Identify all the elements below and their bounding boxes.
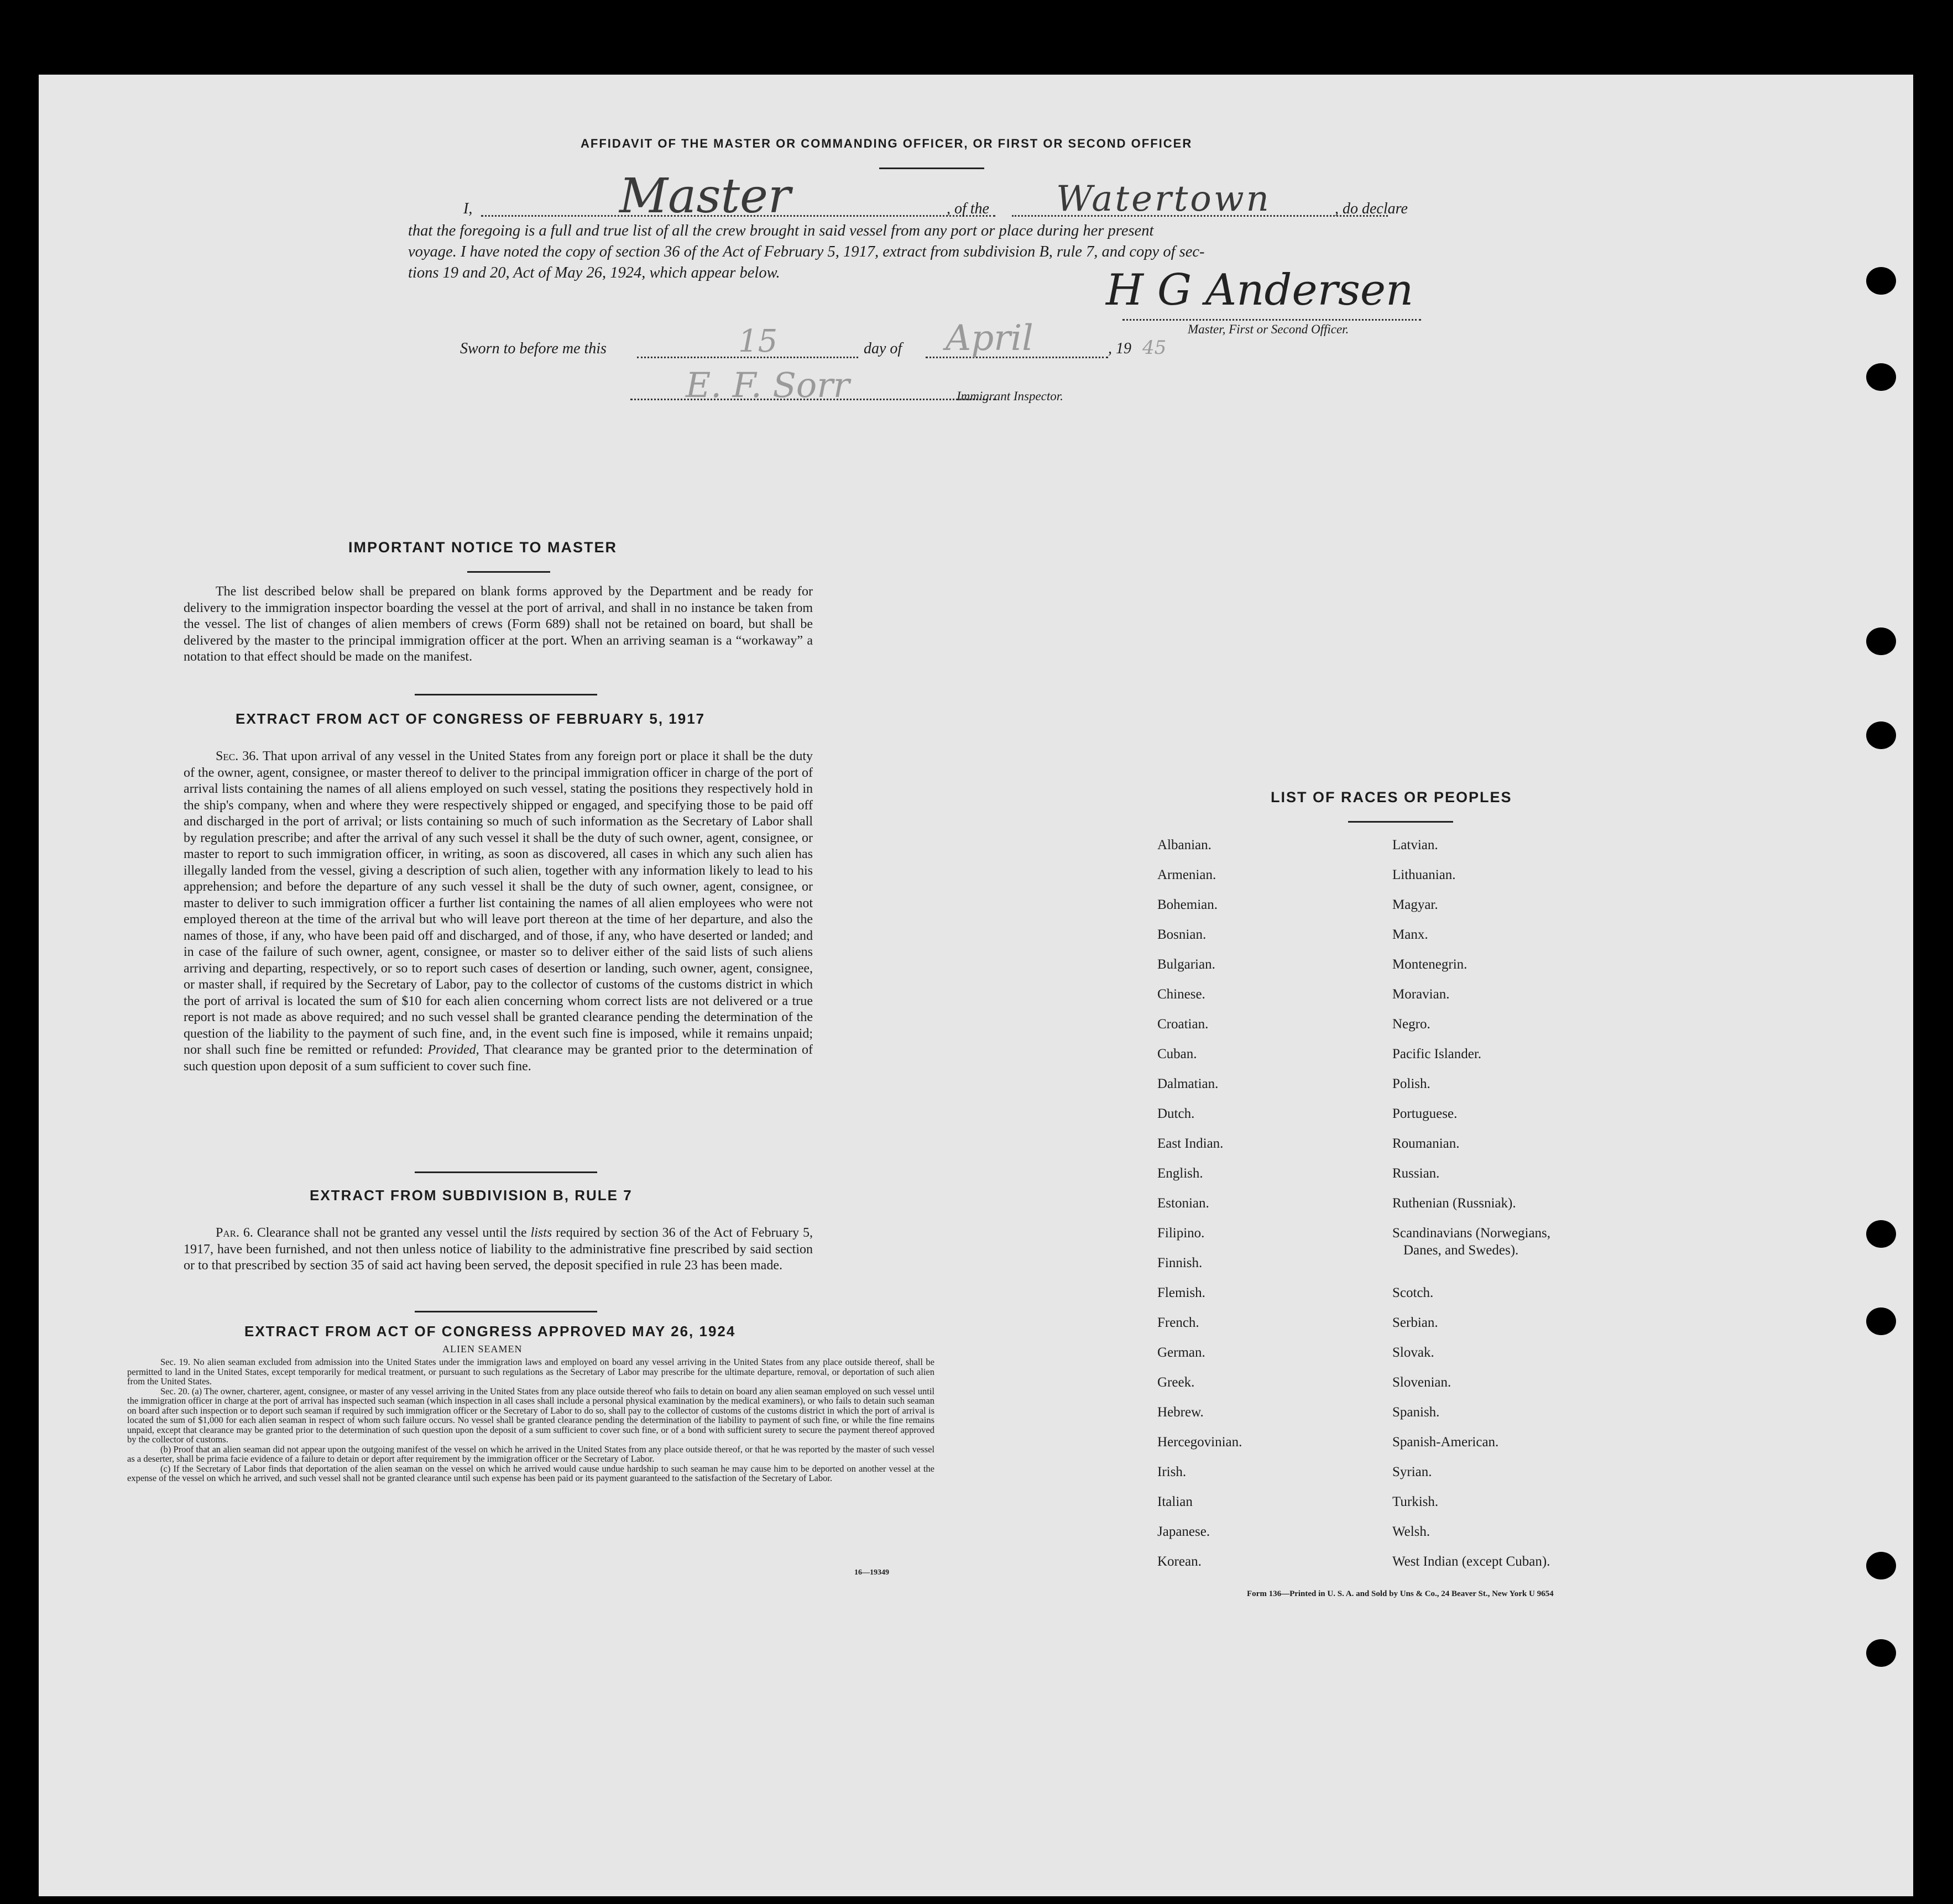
notice-divider xyxy=(415,694,597,695)
form-code: 16—19349 xyxy=(854,1568,889,1577)
race-item: Slovak. xyxy=(1392,1345,1434,1360)
affidavit-body-line-2: voyage. I have noted the copy of section 36 of the Act of February 5, 1917, extract from subdivision B, rule 7, and copy of sec- xyxy=(408,243,1205,260)
race-item: Bosnian. xyxy=(1157,927,1207,942)
title-rule xyxy=(879,168,984,169)
race-item: Dalmatian. xyxy=(1157,1076,1219,1091)
vessel-name-handwritten: Watertown xyxy=(1056,179,1271,219)
sec20a-text: Sec. 20. (a) The owner, charterer, agent, consignee, or master of any vessel arriving in the United States from any place outside thereof who fails to detain on board any alien seaman employed on such vessel until the immigration officer in charge at the port of arrival has inspected such seaman (which inspection in all cases shall include a personal physical examination by the medical examiners), or who fails to detain such seaman on board after such inspection or to deport such seaman if required by such immigration officer or the Secretary of Labor to do so, shall pay to the collector of customs of the customs district in which the port of arrival is located the sum of $1,000 for each alien seaman in respect of whom such failure occurs. No vessel shall be granted clearance pending the determination of the liability to payment of such fine, or while the fine remains unpaid, except that clearance may be granted prior to the determination of such question upon the deposit of a sum sufficient to cover such fine, or of a bond with sufficient surety to secure the payment thereof approved by the collector of customs. xyxy=(127,1385,934,1445)
document-page xyxy=(39,75,1913,1896)
race-item: Bulgarian. xyxy=(1157,957,1215,972)
race-item: Lithuanian. xyxy=(1392,867,1456,882)
extract-1917-provided: Provided, xyxy=(427,1043,479,1057)
race-item: Roumanian. xyxy=(1392,1136,1460,1151)
master-signature: H G Andersen xyxy=(1106,265,1414,315)
race-item: Moravian. xyxy=(1392,987,1450,1002)
race-item: Irish. xyxy=(1157,1464,1187,1479)
rule7-par: Par. 6. xyxy=(216,1226,253,1240)
race-item: Manx. xyxy=(1392,927,1428,942)
extract-1917-divider xyxy=(415,1171,597,1173)
year-label: , 19 xyxy=(1108,340,1131,357)
sworn-day-handwritten: 15 xyxy=(738,323,778,359)
race-item: English. xyxy=(1157,1166,1203,1181)
sworn-month-handwritten: April xyxy=(946,318,1033,359)
race-item: Magyar. xyxy=(1392,897,1438,912)
race-item: Pacific Islander. xyxy=(1392,1047,1482,1061)
rule7-body: Clearance shall not be granted any vessel until the xyxy=(257,1226,527,1240)
punch-hole xyxy=(1866,721,1896,749)
race-item: West Indian (except Cuban). xyxy=(1392,1554,1550,1569)
notice-title: IMPORTANT NOTICE TO MASTER xyxy=(348,539,617,556)
sec20b-text: (b) Proof that an alien seaman did not appear upon the outgoing manifest of the vessel on which he arrived in the United States from any place outside thereof, or that he was reported by the master of such vessel as a deserter, shall be prima facie evidence of a failure to detain or deport after requirement by the immigration officer or the Secretary of Labor. xyxy=(127,1443,934,1464)
race-item: Danes, and Swedes). xyxy=(1403,1243,1519,1258)
race-item: Estonian. xyxy=(1157,1196,1209,1211)
punch-hole xyxy=(1866,627,1896,655)
race-item: Scandinavians (Norwegians, xyxy=(1392,1226,1551,1241)
day-of-label: day of xyxy=(864,340,902,357)
rule7-body-end: required by section 36 of the Act of February 5, 1917, have been furnished, and not then unless notice of liability to the administrative fine prescribed by said section or to that prescribed by section 35 of said act having been served, the deposit specified in rule 23 has been made. xyxy=(184,1226,813,1273)
extract-1917-title: EXTRACT FROM ACT OF CONGRESS OF FEBRUARY 5, 1917 xyxy=(236,710,706,727)
signature-line xyxy=(1122,319,1421,321)
race-item: Bohemian. xyxy=(1157,897,1218,912)
race-item: Flemish. xyxy=(1157,1285,1205,1300)
race-item: Ruthenian (Russniak). xyxy=(1392,1196,1516,1211)
race-item: Albanian. xyxy=(1157,838,1212,852)
do-declare-label: , do declare xyxy=(1335,200,1408,217)
extract-1924-subtitle: ALIEN SEAMEN xyxy=(442,1343,523,1354)
race-item: Portuguese. xyxy=(1392,1106,1458,1121)
punch-hole xyxy=(1866,1552,1896,1579)
affidavit-body-line-3: tions 19 and 20, Act of May 26, 1924, which appear below. xyxy=(408,264,780,281)
extract-1917-body: That upon arrival of any vessel in the United States from any foreign port or place it shall be the duty of the owner, agent, consignee, or master thereof to deliver to the principal immigration officer in charge of the port of arrival lists containing the names of all aliens employed on such vessel, stating the positions they respectively hold in the ship's company, when and where they were respectively shipped or engaged, and specifying those to be paid off and discharged in the port of arrival; or lists containing so much of such information as the Secretary of Labor shall by regulation prescribe; and after the arrival of any such vessel it shall be the duty of such owner, agent, consignee, or master to report to such immigration officer, in writing, as soon as discovered, all cases in which any such alien has illegally landed from the vessel, giving a description of such alien, together with any information likely to lead to his apprehension; and before the departure of any such vessel it shall be the duty of such owner, agent, consignee, or master to deliver to such immigration officer a further list containing the names of all alien employees who were not employed thereon at the time of the arrival but who will leave port thereon at the time of her departure, and also the names of those, if any, who have been paid off and discharged, and of those, if any, who have deserted or landed; and in case of the failure of such owner, agent, consignee, or master so to deliver either of the said lists of such aliens arriving and departing, respectively, or so to report such cases of desertion or landing, such owner, agent, consignee, or master shall, if required by the Secretary of Labor, pay to the collector of customs of the customs district in which the port of arrival is located the sum of $10 for each alien concerning whom correct lists are not delivered or a true report is not made as above required; and no such vessel shall be granted clearance pending the determination of the question of the liability to the payment of such fine, and, in the event such fine is imposed, while it remains unpaid; nor shall such fine be remitted or refunded: xyxy=(184,749,813,1057)
master-name-handwritten: Master xyxy=(619,169,791,224)
signature-caption: Master, First or Second Officer. xyxy=(1188,322,1349,336)
race-item: Greek. xyxy=(1157,1375,1195,1390)
printer-footer: Form 136—Printed in U. S. A. and Sold by Uns & Co., 24 Beaver St., New York U 9654 xyxy=(1247,1589,1554,1598)
race-item: Italian xyxy=(1157,1494,1193,1509)
punch-hole xyxy=(1866,1639,1896,1667)
race-item: Spanish. xyxy=(1392,1405,1440,1420)
notice-text: The list described below shall be prepared on blank forms approved by the Department and be ready for delivery to the immigration inspector boarding the vessel at the port of arrival, and shall in no instance be taken from the vessel. The list of changes of alien members of crews (Form 689) shall not be retained on board, but shall be delivered by the master to the principal immigration officer at the port. When an arriving seaman is a “workaway” a notation to that effect should be made on the manifest. xyxy=(184,584,813,664)
race-item: Serbian. xyxy=(1392,1315,1438,1330)
inspector-caption: Immigrant Inspector. xyxy=(957,389,1063,403)
race-item: Cuban. xyxy=(1157,1047,1197,1061)
race-item: East Indian. xyxy=(1157,1136,1224,1151)
race-item: Finnish. xyxy=(1157,1256,1203,1270)
race-item: Armenian. xyxy=(1157,867,1216,882)
race-item: Welsh. xyxy=(1392,1524,1430,1539)
race-item: Slovenian. xyxy=(1392,1375,1451,1390)
of-the-label: , of the xyxy=(947,200,989,217)
race-item: Croatian. xyxy=(1157,1017,1209,1032)
affidavit-i-label: I, xyxy=(463,200,473,217)
race-item: Chinese. xyxy=(1157,987,1205,1002)
sec20c-text: (c) If the Secretary of Labor finds that deportation of the alien seaman on the vessel on which he arrived would cause undue hardship to such seaman he may cause him to be deported on another vessel at the expense of the vessel on which he arrived, and such vessel shall not be granted clearance until such expense has been paid or its payment guaranteed to the satisfaction of the Secretary of Labor. xyxy=(127,1463,934,1483)
affidavit-title: AFFIDAVIT OF THE MASTER OR COMMANDING OFFICER, OR FIRST OR SECOND OFFICER xyxy=(581,137,1193,150)
punch-hole xyxy=(1866,1307,1896,1335)
sworn-label: Sworn to before me this xyxy=(460,340,607,357)
race-item: Korean. xyxy=(1157,1554,1202,1569)
race-item: Japanese. xyxy=(1157,1524,1210,1539)
punch-hole xyxy=(1866,267,1896,295)
rule7-lists: lists xyxy=(530,1226,552,1240)
race-item: Filipino. xyxy=(1157,1226,1205,1241)
rule7-divider xyxy=(415,1311,597,1312)
race-item: Negro. xyxy=(1392,1017,1430,1032)
race-item: Scotch. xyxy=(1392,1285,1434,1300)
race-item: Syrian. xyxy=(1392,1464,1432,1479)
race-item: Russian. xyxy=(1392,1166,1440,1181)
rule7-title: EXTRACT FROM SUBDIVISION B, RULE 7 xyxy=(310,1187,633,1204)
races-title: LIST OF RACES OR PEOPLES xyxy=(1271,789,1512,805)
rule7-text xyxy=(184,1225,813,1274)
race-item: Latvian. xyxy=(1392,838,1438,852)
race-item: Hercegovinian. xyxy=(1157,1435,1242,1450)
race-item: Hebrew. xyxy=(1157,1405,1204,1420)
race-item: Turkish. xyxy=(1392,1494,1439,1509)
extract-1924-text xyxy=(127,1357,934,1483)
race-item: Spanish-American. xyxy=(1392,1435,1499,1450)
affidavit-body-line-1: that the foregoing is a full and true list of all the crew brought in said vessel from any port or place during her present xyxy=(408,222,1154,239)
extract-1917-text xyxy=(184,749,813,1075)
sworn-year-handwritten: 45 xyxy=(1142,337,1167,359)
race-item: Dutch. xyxy=(1157,1106,1195,1121)
extract-1917-sec: Sec. 36. xyxy=(216,749,259,763)
extract-1924-title: EXTRACT FROM ACT OF CONGRESS APPROVED MAY 26, 1924 xyxy=(244,1323,736,1340)
race-item: French. xyxy=(1157,1315,1199,1330)
race-item: Montenegrin. xyxy=(1392,957,1468,972)
race-item: German. xyxy=(1157,1345,1205,1360)
inspector-signature: E. F. Sorr xyxy=(686,365,850,405)
punch-hole xyxy=(1866,1220,1896,1248)
extract-1917-body-end: That clearance may be granted prior to the determination of such question upon deposit of a sum sufficient to cover such fine. xyxy=(184,1043,813,1074)
sec19-text: Sec. 19. No alien seaman excluded from admission into the United States under the immigration laws and employed on board any vessel arriving in the United States from any place outside thereof, shall be permitted to land in the United States, except temporarily for medical treatment, or pursuant to such regulations as the Secretary of Labor may prescribe for the ultimate departure, removal, or deportation of such alien from the United States. xyxy=(127,1357,934,1387)
punch-hole xyxy=(1866,363,1896,391)
races-title-rule xyxy=(1348,821,1453,823)
notice-title-rule xyxy=(467,571,550,573)
race-item: Polish. xyxy=(1392,1076,1430,1091)
